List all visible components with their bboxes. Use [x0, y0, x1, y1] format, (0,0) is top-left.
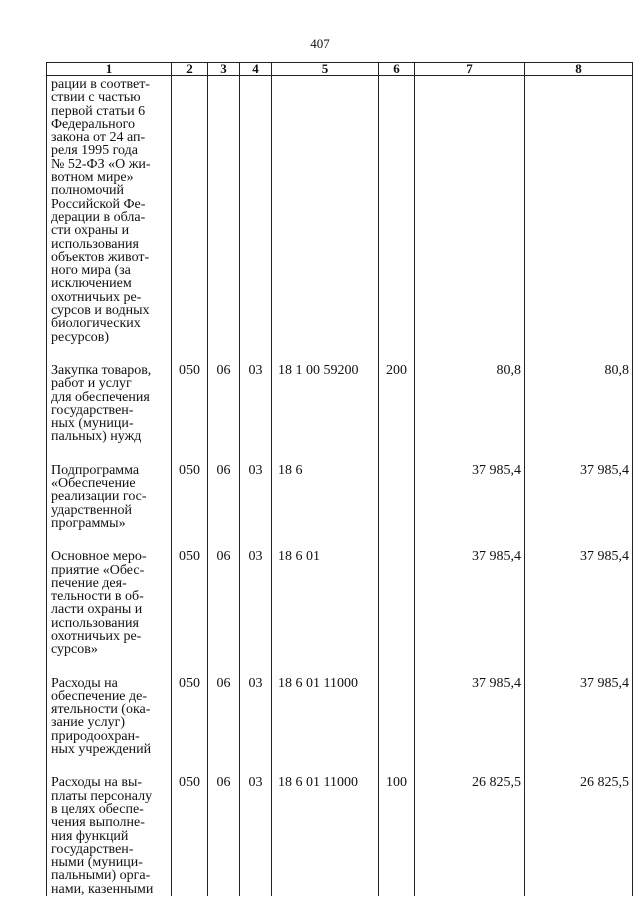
spacer-cell — [240, 344, 272, 364]
row-amount-1-cell: 37 985,4 — [415, 464, 525, 530]
row-amount-2-cell: 80,8 — [525, 364, 633, 444]
row-code-cell: 18 6 01 11000 — [272, 677, 379, 757]
spacer-cell — [415, 444, 525, 464]
header-col-1: 1 — [47, 63, 172, 76]
row-name-cell: Расходы на обеспечение де- ятельности (ока- зание услуг) природоохран- ных учреждений — [47, 677, 172, 757]
spacer-cell — [240, 657, 272, 677]
header-col-5: 5 — [272, 63, 379, 76]
row-col-2-cell — [172, 76, 208, 344]
spacer-cell — [379, 657, 415, 677]
row-spacer — [47, 657, 633, 677]
row-col-4-cell: 03 — [240, 776, 272, 896]
spacer-cell — [47, 756, 172, 776]
spacer-cell — [47, 344, 172, 364]
spacer-cell — [47, 657, 172, 677]
spacer-cell — [172, 530, 208, 550]
spacer-cell — [172, 444, 208, 464]
row-col-2-cell: 050 — [172, 677, 208, 757]
row-name-cell: Основное меро- приятие «Обес- печение дея- тельности в об- ласти охраны и использования охотничьих ре- сурсов» — [47, 550, 172, 656]
table-row — [47, 677, 633, 757]
table-row — [47, 776, 633, 896]
spacer-cell — [272, 344, 379, 364]
row-col-2-cell: 050 — [172, 464, 208, 530]
row-code-cell: 18 6 01 — [272, 550, 379, 656]
spacer-cell — [525, 530, 633, 550]
spacer-cell — [272, 444, 379, 464]
table-row — [47, 364, 633, 444]
row-spacer — [47, 530, 633, 550]
row-col-3-cell: 06 — [208, 677, 240, 757]
row-amount-1-cell — [415, 76, 525, 344]
spacer-cell — [172, 756, 208, 776]
row-amount-2-cell: 37 985,4 — [525, 464, 633, 530]
spacer-cell — [415, 344, 525, 364]
row-spacer — [47, 444, 633, 464]
row-col-2-cell: 050 — [172, 550, 208, 656]
row-amount-2-cell — [525, 76, 633, 344]
spacer-cell — [172, 344, 208, 364]
spacer-cell — [415, 657, 525, 677]
row-col-3-cell: 06 — [208, 464, 240, 530]
row-col-6-cell: 200 — [379, 364, 415, 444]
spacer-cell — [272, 530, 379, 550]
row-col-4-cell: 03 — [240, 464, 272, 530]
row-col-4-cell: 03 — [240, 677, 272, 757]
row-amount-1-cell: 26 825,5 — [415, 776, 525, 896]
header-col-4: 4 — [240, 63, 272, 76]
row-amount-2-cell: 37 985,4 — [525, 677, 633, 757]
row-amount-1-cell: 37 985,4 — [415, 677, 525, 757]
row-name-cell: Расходы на вы- платы персоналу в целях обеспе- чения выполне- ния функций государствен- ными (муници- пальными) орга- нами, казенными — [47, 776, 172, 896]
spacer-cell — [379, 530, 415, 550]
spacer-cell — [240, 756, 272, 776]
spacer-cell — [208, 344, 240, 364]
row-col-6-cell — [379, 550, 415, 656]
spacer-cell — [47, 530, 172, 550]
budget-table — [46, 62, 633, 896]
table-body — [47, 76, 633, 897]
row-col-4-cell: 03 — [240, 364, 272, 444]
row-col-4-cell: 03 — [240, 550, 272, 656]
row-code-cell: 18 1 00 59200 — [272, 364, 379, 444]
header-col-3: 3 — [208, 63, 240, 76]
row-code-cell — [272, 76, 379, 344]
row-amount-2-cell: 37 985,4 — [525, 550, 633, 656]
header-col-2: 2 — [172, 63, 208, 76]
table-row — [47, 76, 633, 344]
spacer-cell — [208, 444, 240, 464]
row-col-6-cell — [379, 464, 415, 530]
spacer-cell — [208, 756, 240, 776]
header-col-8: 8 — [525, 63, 633, 76]
spacer-cell — [272, 657, 379, 677]
table-row — [47, 550, 633, 656]
spacer-cell — [208, 530, 240, 550]
row-amount-1-cell: 80,8 — [415, 364, 525, 444]
spacer-cell — [240, 444, 272, 464]
row-amount-2-cell: 26 825,5 — [525, 776, 633, 896]
spacer-cell — [415, 530, 525, 550]
budget-table-wrapper — [46, 62, 632, 896]
spacer-cell — [379, 344, 415, 364]
spacer-cell — [208, 657, 240, 677]
row-amount-1-cell: 37 985,4 — [415, 550, 525, 656]
header-col-6: 6 — [379, 63, 415, 76]
row-spacer — [47, 756, 633, 776]
spacer-cell — [47, 444, 172, 464]
row-name-cell: рации в соответ- ствии с частью первой статьи 6 Федерального закона от 24 ап- реля 1995 года № 52-ФЗ «О жи- вотном мире» полномочий Российской Фе- дерации в обла- сти охраны и использования объектов живот- ного мира (за исключением охотничьих ре- сурсов и водных биологических ресурсов) — [47, 76, 172, 344]
header-row — [47, 63, 633, 76]
spacer-cell — [272, 756, 379, 776]
page-number: 407 — [310, 36, 330, 51]
table-row — [47, 464, 633, 530]
row-code-cell: 18 6 01 11000 — [272, 776, 379, 896]
spacer-cell — [379, 444, 415, 464]
row-col-3-cell: 06 — [208, 776, 240, 896]
row-col-4-cell — [240, 76, 272, 344]
spacer-cell — [525, 756, 633, 776]
row-col-2-cell: 050 — [172, 776, 208, 896]
spacer-cell — [525, 657, 633, 677]
row-name-cell: Подпрограмма «Обеспечение реализации гос- ударственной программы» — [47, 464, 172, 530]
spacer-cell — [379, 756, 415, 776]
row-col-6-cell: 100 — [379, 776, 415, 896]
spacer-cell — [525, 444, 633, 464]
row-spacer — [47, 344, 633, 364]
row-col-6-cell — [379, 76, 415, 344]
row-col-3-cell: 06 — [208, 550, 240, 656]
spacer-cell — [240, 530, 272, 550]
spacer-cell — [172, 657, 208, 677]
row-name-cell: Закупка товаров, работ и услуг для обеспечения государствен- ных (муници- пальных) нужд — [47, 364, 172, 444]
spacer-cell — [415, 756, 525, 776]
row-col-3-cell — [208, 76, 240, 344]
spacer-cell — [525, 344, 633, 364]
header-col-7: 7 — [415, 63, 525, 76]
table-header — [47, 63, 633, 76]
row-col-2-cell: 050 — [172, 364, 208, 444]
row-col-6-cell — [379, 677, 415, 757]
row-col-3-cell: 06 — [208, 364, 240, 444]
row-code-cell: 18 6 — [272, 464, 379, 530]
